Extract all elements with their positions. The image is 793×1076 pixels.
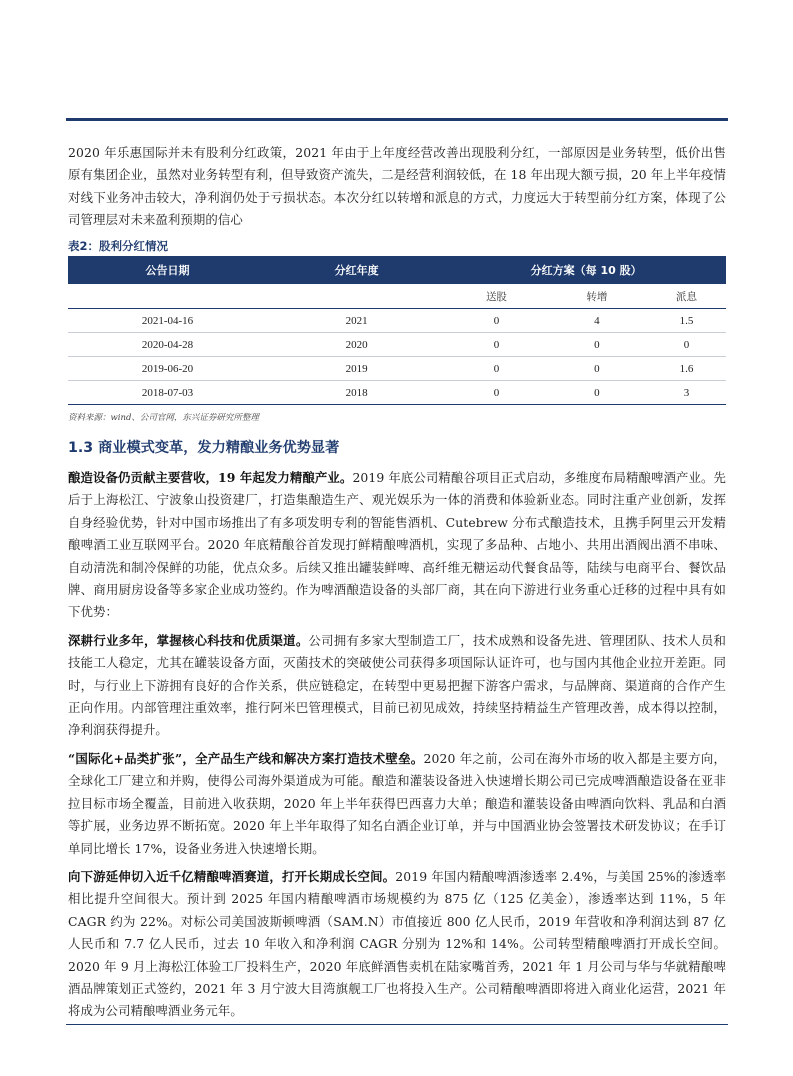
paragraph-body: 2019 年底公司精酿谷项目正式启动，多维度布局精酿啤酒产业。先后于上海松江、宁波象山投资建厂，打造集酿造生产、观光娱乐为一体的消费和体验新业态。同时注重产业创新，发挥自身经验优势，针对中国市场推出了有多项发明专利的智能售酒机、Cutebrew 分布式酿造技术，且携手阿里云开发精酿啤酒工业互联网平台。2020 年底精酿谷首发现打鲜精酿啤酒机，实现了多品种、占地小、共用出酒阀出酒不串味、自动清洗和制冷保鲜的功能，优点众多。后续又推出罐装鲜啤、高纤维无糖运动代餐食品等，陆续与电商平台、餐饮品牌、商用厨房设备等多家企业成功签约。作为啤酒酿造设备的头部厂商，其在向下游进行业务重心迁移的过程中具有如下优势： <box>68 470 726 620</box>
paragraph-brewing-equipment <box>68 467 726 624</box>
page-content <box>68 142 726 1029</box>
subheader-bonus: 送股 <box>446 284 546 309</box>
table-caption: 表2：股利分红情况 <box>68 239 169 253</box>
cell-date: 2019-06-20 <box>68 357 267 381</box>
paragraph-body: 2019 年国内精酿啤酒渗透率 2.4%，与美国 25%的渗透率相比提升空间很大。预计到 2025 年国内精酿啤酒市场规模约为 875 亿（125 亿美金），渗透率达到 11%，5 年 CAGR 约为 22%。对标公司美国波斯顿啤酒（SAM.N）市值接近 800 亿人民币，2019 年营收和净利润达到 87 亿人民币和 7.7 亿人民币，过去 10 年收入和净利润 CAGR 分别为 12%和 14%。公司转型精酿啤酒打开成长空间。2020 年 9 月上海松江体验工厂投料生产，2020 年底鲜酒售卖机在陆家嘴首秀，2021 年 1 月公司与华与华就精酿啤酒品牌策划正式签约，2021 年 3 月宁波大目湾旗舰工厂也将投入生产。公司精酿啤酒即将进入商业化运营，2021 年将成为公司精酿啤酒业务元年。 <box>68 868 726 1019</box>
paragraph-lead: 深耕行业多年，掌握核心科技和优质渠道。 <box>68 632 309 648</box>
subheader-empty <box>267 284 446 309</box>
col-header-year: 分红年度 <box>267 256 446 284</box>
subheader-empty <box>68 284 267 309</box>
table-row <box>68 309 726 333</box>
cell-bonus: 0 <box>446 333 546 357</box>
table-row <box>68 381 726 405</box>
paragraph-lead: 酿造设备仍贡献主要营收，19 年起发力精酿产业。 <box>68 470 353 485</box>
cell-year: 2019 <box>267 357 446 381</box>
cell-bonus: 0 <box>446 309 546 333</box>
col-header-date: 公告日期 <box>68 256 267 284</box>
paragraph-craft-beer <box>68 866 726 1023</box>
paragraph-lead: “国际化+品类扩张”，全产品生产线和解决方案打造技术壁垒。 <box>68 750 424 766</box>
col-header-plan: 分红方案（每 10 股） <box>446 256 726 284</box>
intro-paragraph: 2020 年乐惠国际并未有股利分红政策，2021 年由于上年度经营改善出现股利分红，一部原因是业务转型，低价出售原有集团企业，虽然对业务转型有利，但导致资产流失，二是经营利润较低，在 18 年出现大额亏损，20 年上半年疫情对线下业务冲击较大，净利润仍处于亏损状态。本次分红以转增和派息的方式，力度远大于转型前分红方案，体现了公司管理层对未来盈利预期的信心 <box>68 145 726 228</box>
paragraph-body: 公司拥有多家大型制造工厂，技术成熟和设备先进、管理团队、技术人员和技能工人稳定，尤其在罐装设备方面，灭菌技术的突破使公司获得多项国际认证许可，也与国内其他企业拉开差距。同时，与行业上下游拥有良好的合作关系，供应链稳定，在转型中更易把握下游客户需求，与品牌商、渠道商的合作产生正向作用。内部管理注重效率，推行阿米巴管理模式，目前已初见成效，持续坚持精益生产管理改善，成本得以控制，净利润获得提升。 <box>68 632 726 738</box>
cell-year: 2020 <box>267 333 446 357</box>
paragraph-internationalization <box>68 748 726 860</box>
cell-dividend: 1.5 <box>647 309 726 333</box>
paragraph-lead: 向下游延伸切入近千亿精酿啤酒赛道，打开长期成长空间。 <box>68 868 396 884</box>
table-row <box>68 333 726 357</box>
cell-date: 2020-04-28 <box>68 333 267 357</box>
cell-bonus: 0 <box>446 357 546 381</box>
cell-year: 2018 <box>267 381 446 405</box>
cell-year: 2021 <box>267 309 446 333</box>
paragraph-body: 2020 年之前，公司在海外市场的收入都是主要方向，全球化工厂建立和并购，使得公司海外渠道成为可能。酿造和灌装设备进入快速增长期公司已完成啤酒酿造设备在亚非拉目标市场全覆盖，目前进入收获期，2020 年上半年获得巴西喜力大单；酿造和灌装设备由啤酒向饮料、乳品和白酒等扩展，业务边界不断拓宽。2020 年上半年取得了知名白酒企业订单，并与中国酒业协会签署技术研发协议；在手订单同比增长 17%，设备业务进入快速增长期。 <box>68 750 726 856</box>
paragraph-core-technology <box>68 630 726 742</box>
section-title: 1.3 商业模式变革，发力精酿业务优势显著 <box>68 440 340 456</box>
cell-transfer: 4 <box>547 309 647 333</box>
table-row <box>68 357 726 381</box>
cell-date: 2021-04-16 <box>68 309 267 333</box>
subheader-transfer: 转增 <box>547 284 647 309</box>
cell-transfer: 0 <box>547 381 647 405</box>
header-rule <box>66 118 728 121</box>
subheader-dividend: 派息 <box>647 284 726 309</box>
cell-transfer: 0 <box>547 357 647 381</box>
table-source: 资料来源：wind、公司官网，东兴证券研究所整理 <box>68 413 259 423</box>
cell-transfer: 0 <box>547 333 647 357</box>
cell-bonus: 0 <box>446 381 546 405</box>
footer-rule <box>66 1024 728 1025</box>
cell-dividend: 3 <box>647 381 726 405</box>
dividend-table <box>68 256 726 405</box>
cell-dividend: 0 <box>647 333 726 357</box>
cell-date: 2018-07-03 <box>68 381 267 405</box>
cell-dividend: 1.6 <box>647 357 726 381</box>
